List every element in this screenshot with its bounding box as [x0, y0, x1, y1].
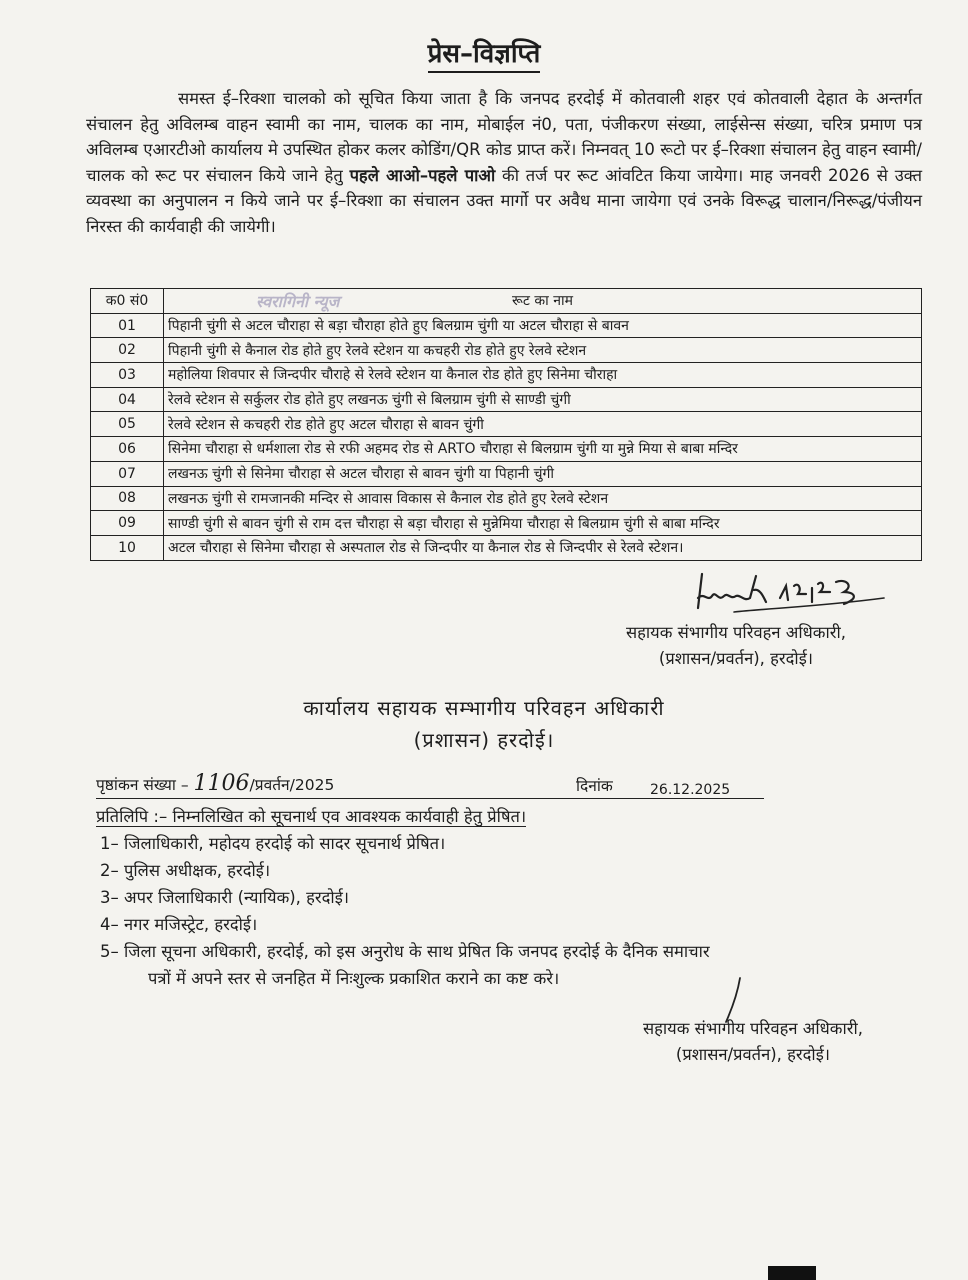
first-come-first-serve-text: पहले आओ–पहले पाओ	[349, 165, 496, 185]
table-row	[91, 535, 922, 560]
route-serial: 07	[91, 461, 164, 486]
corner-mark	[768, 1266, 816, 1280]
route-name: पिहानी चुंगी से कैनाल रोड होते हुए रेलवे स्टेशन या कचहरी रोड होते हुए रेलवे स्टेशन	[164, 338, 922, 363]
table-row	[91, 338, 922, 363]
header-serial: क0 सं0	[91, 289, 164, 314]
reference-suffix: /प्रवर्तन/2025	[249, 776, 335, 794]
route-name: लखनऊ चुंगी से सिनेमा चौराहा से अटल चौराहा से बावन चुंगी या पिहानी चुंगी	[164, 461, 922, 486]
route-name: रेलवे स्टेशन से कचहरी रोड होते हुए अटल चौराहा से बावन चुंगी	[164, 412, 922, 437]
route-name: सिनेमा चौराहा से धर्मशाला रोड से रफी अहमद रोड से ARTO चौराहा से बिलग्राम चुंगी या मुन्ने मिया से बाबा मन्दिर	[164, 437, 922, 462]
routes-table	[90, 288, 922, 561]
route-serial: 05	[91, 412, 164, 437]
copy-list	[100, 830, 920, 992]
table-row	[91, 486, 922, 511]
signatory-title: सहायक संभागीय परिवहन अधिकारी,	[642, 1019, 864, 1038]
list-item-continuation: पत्रों में अपने स्तर से जनहित में निःशुल्क प्रकाशित कराने का कष्ट करे।	[148, 969, 560, 988]
office-heading: कार्यालय सहायक सम्भागीय परिवहन अधिकारी (प्रशासन) हरदोई।	[303, 696, 665, 752]
route-name: महोलिया शिवपार से जिन्दपीर चौराहे से रेलवे स्टेशन या कैनाल रोड होते हुए सिनेमा चौराहा	[164, 363, 922, 388]
signatory-dept: (प्रशासन/प्रवर्तन), हरदोई।	[658, 649, 814, 668]
list-item: 1– जिलाधिकारी, महोदय हरदोई को सादर सूचनार्थ प्रेषित।	[100, 834, 446, 853]
route-name: लखनऊ चुंगी से रामजानकी मन्दिर से आवास विकास से कैनाल रोड होते हुए रेलवे स्टेशन	[164, 486, 922, 511]
date-label: दिनांक	[576, 777, 613, 795]
table-row	[91, 461, 922, 486]
reference-number: 1106	[193, 771, 250, 796]
reference-prefix: पृष्ठांकन संख्या –	[96, 776, 189, 794]
intro-paragraph: समस्त ई–रिक्शा चालको को सूचित किया जाता है कि जनपद हरदोई में कोतवाली शहर एवं कोतवाली देहात के अन्तर्गत संचालन हेतु अविलम्ब वाहन स्वामी का नाम, चालक का नाम, मोबाईल नं0, पता, पंजीकरण संख्या, लाईसेन्स संख्या, चरित्र प्रमाण पत्र अविलम्ब एआरटीओ कार्यालय मे उपस्थित होकर कलर कोडिंग/QR कोड प्राप्त करें। निम्नवत् 10 रूटो पर ई–रिक्शा संचालन हेतु वाहन स्वामी/चालक को रूट पर संचालन किये जाने हेतु पहले आओ–पहले पाओ की तर्ज पर रूट आंवटित किया जायेगा। माह जनवरी 2026 से उक्त व्यवस्था का अनुपालन न किये जाने पर ई–रिक्शा का संचालन उक्त मार्गो पर अवैध माना जायेगा एवं उनके विरूद्ध चालान/निरूद्ध/पंजीयन निरस्त की कार्यवाही की जायेगी।	[86, 89, 922, 236]
signatory-block-2	[598, 1016, 908, 1068]
news-watermark: स्वरागिनी न्यूज	[256, 292, 340, 311]
route-serial: 02	[91, 338, 164, 363]
list-item: 3– अपर जिलाधिकारी (न्यायिक), हरदोई।	[100, 888, 350, 907]
route-name: रेलवे स्टेशन से सर्कुलर रोड होते हुए लखनऊ चुंगी से बिलग्राम चुंगी से साण्डी चुंगी	[164, 387, 922, 412]
table-row	[91, 387, 922, 412]
route-serial: 08	[91, 486, 164, 511]
route-serial: 06	[91, 437, 164, 462]
list-item: 2– पुलिस अधीक्षक, हरदोई।	[100, 861, 271, 880]
route-serial: 10	[91, 535, 164, 560]
table-row	[91, 412, 922, 437]
route-name: अटल चौराहा से सिनेमा चौराहा से अस्पताल रोड से जिन्दपीर या कैनाल रोड से जिन्दपीर से रेलवे स्टेशन।	[164, 535, 922, 560]
table-row	[91, 511, 922, 536]
route-serial: 09	[91, 511, 164, 536]
route-serial: 03	[91, 363, 164, 388]
table-header-row	[91, 289, 922, 314]
reference-line	[96, 772, 764, 799]
date-value: 26.12.2025	[650, 782, 731, 798]
page-title: प्रेस–विज्ञप्ति	[0, 34, 968, 70]
table-row	[91, 437, 922, 462]
header-route-name: स्वरागिनी न्यूज रूट का नाम	[164, 289, 922, 314]
signatory-title: सहायक संभागीय परिवहन अधिकारी,	[625, 623, 847, 642]
route-serial: 04	[91, 387, 164, 412]
table-row	[91, 363, 922, 388]
list-item: 5– जिला सूचना अधिकारी, हरदोई, को इस अनुरोध के साथ प्रेषित कि जनपद हरदोई के दैनिक समाचार	[100, 942, 710, 961]
handwritten-signature	[694, 568, 894, 620]
table-row	[91, 313, 922, 338]
route-name: साण्डी चुंगी से बावन चुंगी से राम दत्त चौराहा से बड़ा चौराहा से मुन्नेमिया चौराहा से बिलग्राम चुंगी से बाबा मन्दिर	[164, 511, 922, 536]
signatory-block-1	[586, 620, 886, 672]
copy-heading: प्रतिलिपि :– निम्नलिखित को सूचनार्थ एव आवश्यक कार्यवाही हेतु प्रेषित।	[96, 807, 527, 826]
signatory-dept: (प्रशासन/प्रवर्तन), हरदोई।	[675, 1045, 831, 1064]
route-serial: 01	[91, 313, 164, 338]
list-item: 4– नगर मजिस्ट्रेट, हरदोई।	[100, 915, 258, 934]
route-name: पिहानी चुंगी से अटल चौराहा से बड़ा चौराहा होते हुए बिलग्राम चुंगी या अटल चौराहा से बावन	[164, 313, 922, 338]
